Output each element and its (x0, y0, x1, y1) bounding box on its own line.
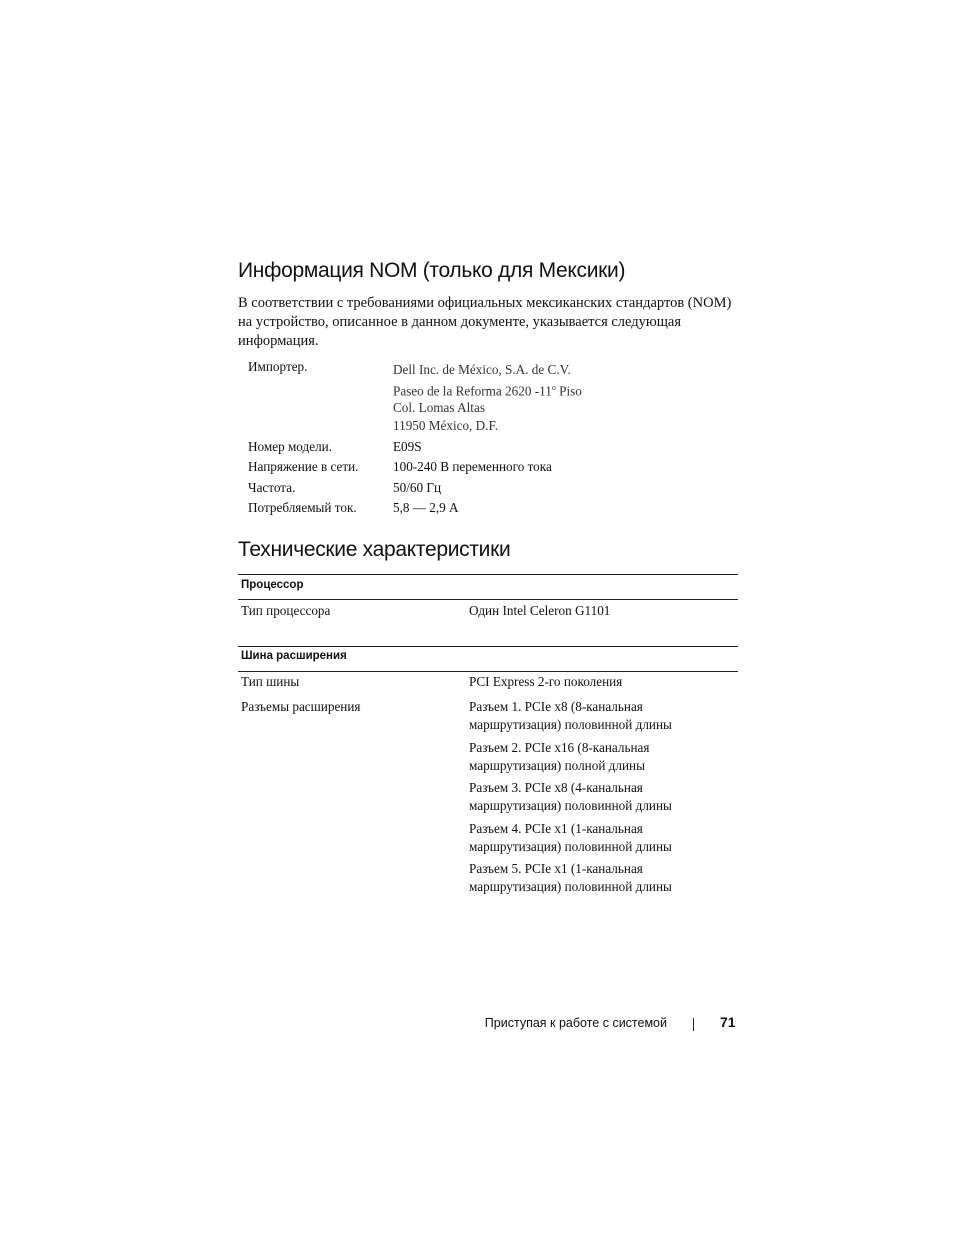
frequency-label: Частота. (248, 480, 296, 495)
voltage-label: Напряжение в сети. (248, 459, 359, 474)
slot-item: Разъем 5. PCIe x1 (1-канальная маршрутизация) половинной длины (469, 861, 672, 894)
divider (238, 671, 738, 672)
bus-type-label: Тип шины (241, 674, 300, 689)
divider (238, 599, 738, 600)
voltage-value: 100-240 В переменного тока (393, 459, 552, 474)
slots-label: Разъемы расширения (241, 699, 361, 714)
address-line-2: Paseo de la Reforma 2620 -11$^o$ Piso (393, 382, 582, 398)
processor-section-label: Процессор (241, 579, 304, 591)
current-label: Потребляемый ток. (248, 500, 357, 515)
slot-item: Разъем 3. PCIe x8 (4-канальная маршрутизация) половинной длины (469, 780, 672, 813)
divider (238, 646, 738, 647)
slot-item: Разъем 1. PCIe x8 (8-канальная маршрутизация) половинной длины (469, 699, 672, 732)
model-number-value: E09S (393, 439, 422, 454)
divider (238, 574, 738, 575)
processor-type-value: Один Intel Celeron G1101 (469, 603, 611, 618)
nom-heading: Информация NOM (только для Мексики) (238, 259, 626, 282)
bus-type-value: PCI Express 2-го поколения (469, 674, 623, 689)
nom-intro-paragraph: В соответствии с требованиями официальных мексиканских стандартов (NOM) на устройство, описанное в данном документе, указывается следующая информация. (238, 295, 732, 349)
address-line-4: 11950 México, D.F. (393, 417, 499, 433)
importer-address (393, 361, 582, 434)
footer-chapter-title: Приступая к работе с системой (484, 1016, 667, 1030)
slot-item: Разъем 4. PCIe x1 (1-канальная маршрутизация) половинной длины (469, 821, 672, 854)
processor-type-label: Тип процессора (241, 603, 331, 618)
bus-section-label: Шина расширения (241, 650, 347, 662)
model-number-label: Номер модели. (248, 439, 333, 454)
address-line-1: Dell Inc. de México, S.A. de C.V. (393, 362, 571, 377)
page-number: 71 (720, 1014, 736, 1030)
frequency-value: 50/60 Гц (393, 480, 442, 495)
address-line-3: Col. Lomas Altas (393, 400, 485, 416)
footer-separator (693, 1018, 694, 1031)
current-value: 5,8 — 2,9 А (393, 500, 459, 515)
slot-item: Разъем 2. PCIe x16 (8-канальная маршрутизация) полной длины (469, 740, 650, 773)
specs-heading: Технические характеристики (238, 538, 511, 561)
importer-label: Импортер. (248, 359, 308, 374)
